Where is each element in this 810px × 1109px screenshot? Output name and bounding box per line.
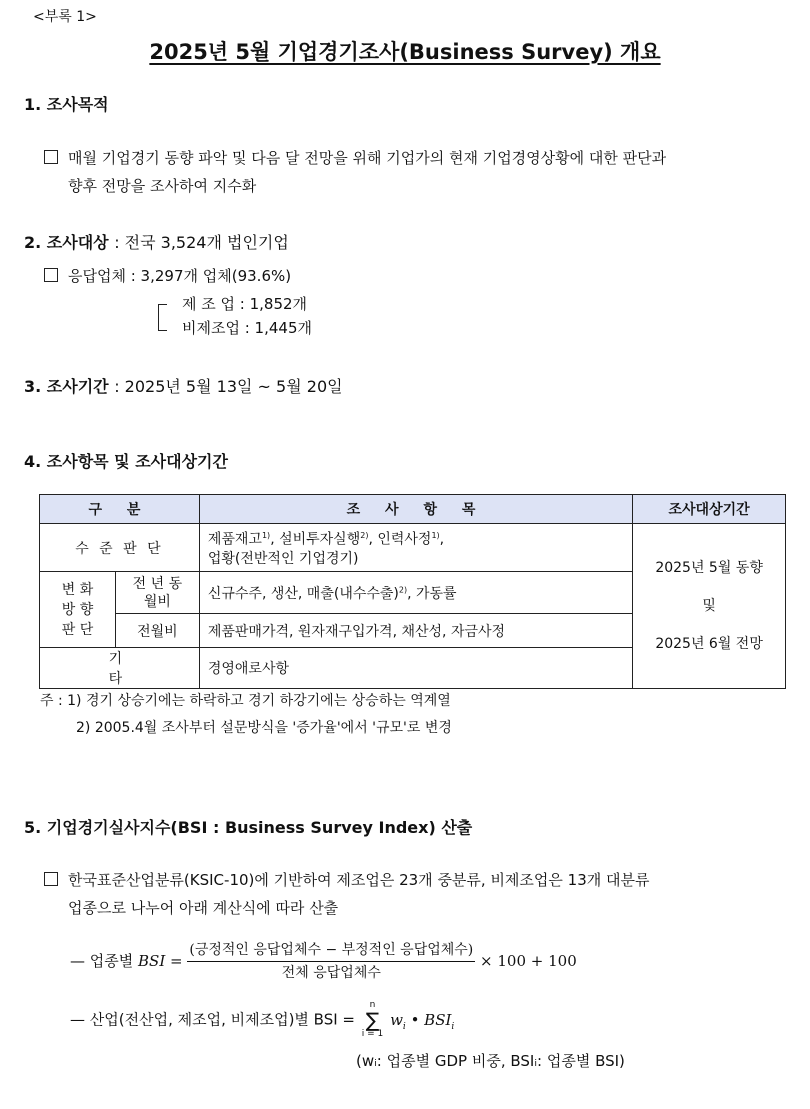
- change-direction-label: 변 화 방 향 판 단: [40, 572, 116, 648]
- section-3-heading: 3. 조사기간 : 2025년 5월 13일 ~ 5월 20일: [24, 377, 343, 396]
- section-5-heading: 5. 기업경기실사지수(BSI : Business Survey Index) 산출: [24, 818, 473, 837]
- survey-items-table: [39, 494, 786, 689]
- table-row: [40, 524, 786, 572]
- section-2-heading: 2. 조사대상 : 전국 3,524개 법인기업: [24, 233, 289, 252]
- appendix-tag: <부록 1>: [33, 9, 97, 25]
- aggregate-bsi-formula: — 산업(전산업, 제조업, 비제조업)별 BSI = n ∑ i = 1 $w_i$ • $BSI_i$: [70, 1000, 455, 1039]
- formula-numerator: (긍정적인 응답업체수 − 부정적인 응답업체수): [187, 940, 475, 962]
- footnote-2: 2) 2005.4월 조사부터 설문방식을 '증가율'에서 '규모'로 변경: [76, 720, 452, 736]
- footnote-1: 주 : 1) 경기 상승기에는 하락하고 경기 하강기에는 상승하는 역계열: [40, 693, 451, 709]
- formula-legend: (wᵢ: 업종별 GDP 비중, BSIᵢ: 업종별 BSI): [356, 1052, 625, 1070]
- manufacturing-count: 제 조 업 : 1,852개: [182, 295, 308, 313]
- col-header-items: 조 사 항 목: [199, 495, 632, 524]
- respondents-line: 응답업체 : 3,297개 업체(93.6%): [44, 262, 291, 290]
- section-4-heading: 4. 조사항목 및 조사대상기간: [24, 452, 228, 471]
- industry-bsi-formula: — 업종별 BSI = $\frac{\text{(긍정적인 응답업체수 − 부정적인 응답업체수)}}{\text{전체 응답업체수}}$ × 100 + 100: [70, 942, 577, 981]
- page-title: 2025년 5월 기업경기조사(Business Survey) 개요: [149, 40, 661, 64]
- level-judgment-label: 수 준 판 단: [40, 524, 200, 572]
- section-5-body: 한국표준산업분류(KSIC-10)에 기반하여 제조업은 23개 중분류, 비제조업은 13개 대분류 업종으로 나누어 아래 계산식에 따라 산출: [44, 866, 649, 922]
- mom-label: 전월비: [115, 614, 199, 648]
- yoy-items: 신규수주, 생산, 매출(내수수출)$^{2)}$, 가동률: [199, 572, 632, 614]
- yoy-label: 전 년 동월비: [115, 572, 199, 614]
- formula-denominator: 전체 응답업체수: [281, 965, 381, 981]
- other-label: 기 타: [40, 648, 200, 689]
- level-judgment-items: 제품재고$^{1)}$, 설비투자실행$^{2)}$, 인력사정$^{1)}$, 업황(전반적인 기업경기): [199, 524, 632, 572]
- section-1-body: 매월 기업경기 동향 파악 및 다음 달 전망을 위해 기업가의 현재 기업경영상황에 대한 판단과 향후 전망을 조사하여 지수화: [44, 144, 666, 200]
- bracket-icon: [158, 316, 167, 331]
- other-items: 경영애로사항: [199, 648, 632, 689]
- checkbox-bullet-icon: [44, 872, 58, 886]
- checkbox-bullet-icon: [44, 150, 58, 164]
- summation-icon: n ∑ i = 1: [361, 1000, 384, 1039]
- survey-period-cell: 2025년 5월 동향 및 2025년 6월 전망: [633, 524, 786, 689]
- col-header-category: 구 분: [40, 495, 200, 524]
- checkbox-bullet-icon: [44, 268, 58, 282]
- col-header-period: 조사대상기간: [633, 495, 786, 524]
- mom-items: 제품판매가격, 원자재구입가격, 채산성, 자금사정: [199, 614, 632, 648]
- section-1-heading: 1. 조사목적: [24, 95, 109, 114]
- non-manufacturing-count: 비제조업 : 1,445개: [182, 319, 312, 337]
- table-header-row: [40, 495, 786, 524]
